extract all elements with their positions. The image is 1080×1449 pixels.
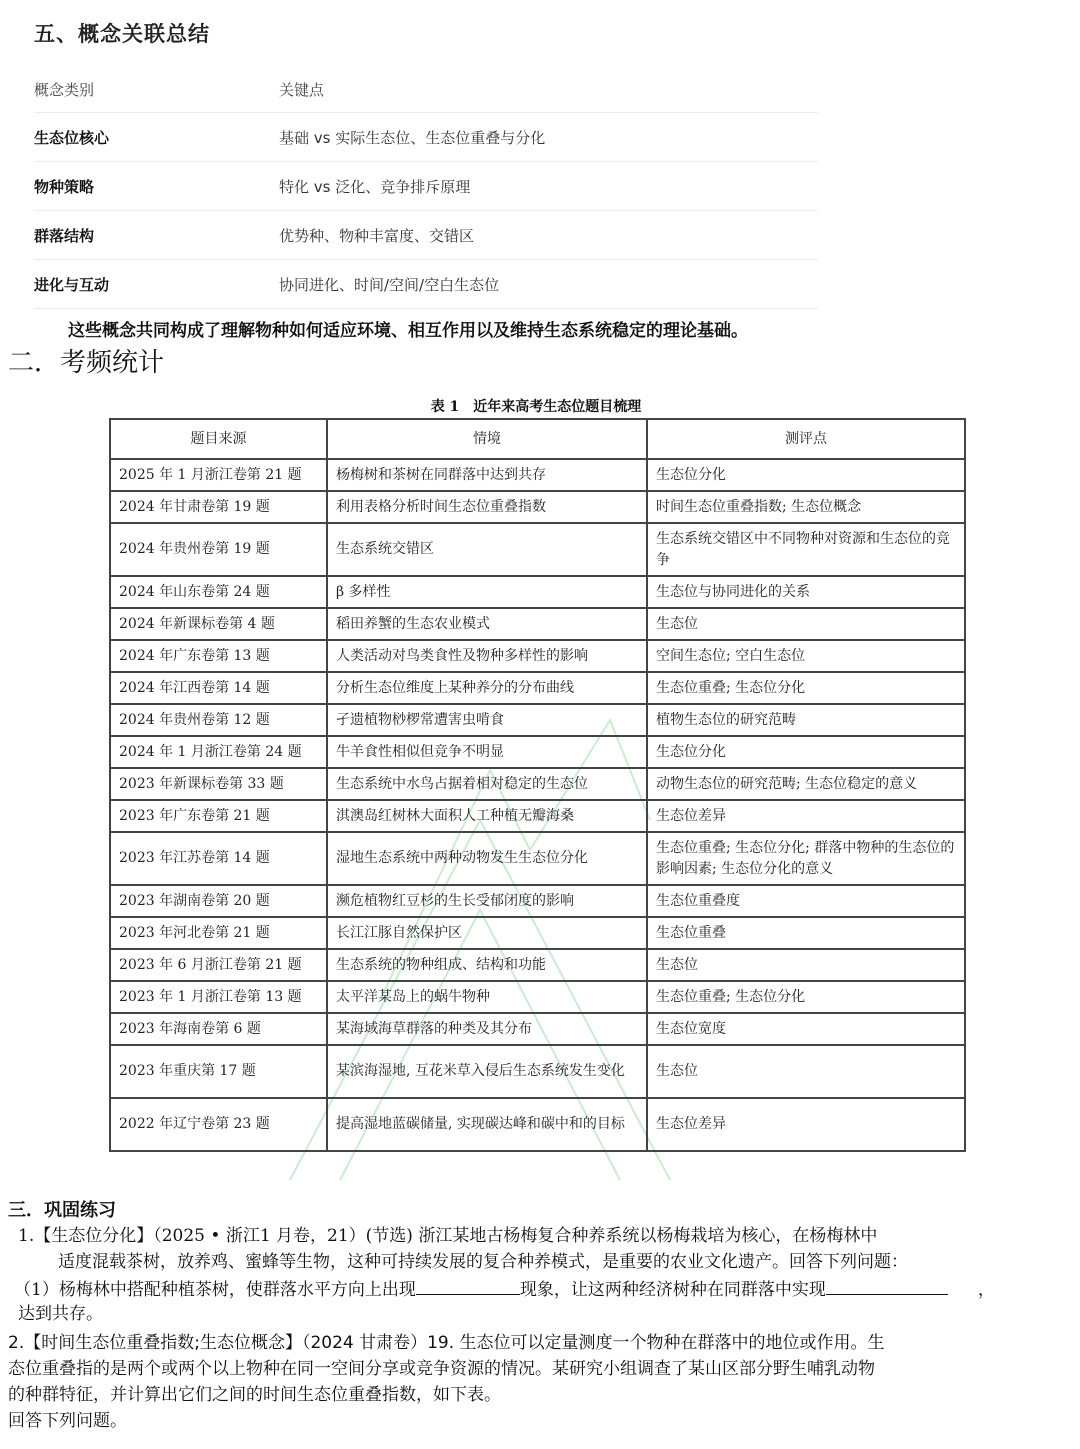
cell-source: 2024 年广东卷第 13 题: [110, 640, 327, 672]
cell-source: 2024 年新课标卷第 4 题: [110, 608, 327, 640]
cell-context: 生态系统的物种组成、结构和功能: [327, 949, 647, 981]
q1-line1: 1.【生态位分化】（2025 • 浙江1 月卷，21）(节选) 浙江某地古杨梅复合种养系统以杨梅栽培为核心，在杨梅林中: [18, 1226, 878, 1246]
exam-frequency-table: [109, 418, 966, 1152]
cell-source: 2023 年重庆第 17 题: [110, 1045, 327, 1098]
concept-key: 特化 vs 泛化、竞争排斥原理: [279, 177, 471, 196]
concept-table: [34, 66, 818, 309]
table-row: [110, 800, 965, 832]
table-row: [110, 1045, 965, 1098]
table-row: [110, 459, 965, 491]
header-source: 题目来源: [110, 419, 327, 459]
cell-context: 生态系统交错区: [327, 523, 647, 576]
cell-source: 2024 年甘肃卷第 19 题: [110, 491, 327, 523]
cell-source: 2023 年江苏卷第 14 题: [110, 832, 327, 885]
q2-line1: 2.【时间生态位重叠指数;生态位概念】（2024 甘肃卷）19. 生态位可以定量测度一个物种在群落中的地位或作用。生: [8, 1333, 885, 1353]
cell-point: 生态位重叠: [647, 917, 965, 949]
cell-source: 2023 年海南卷第 6 题: [110, 1013, 327, 1045]
cell-context: 孑遗植物桫椤常遭害虫啃食: [327, 704, 647, 736]
answer-blank-1[interactable]: [416, 1276, 520, 1295]
table-row: [110, 1013, 965, 1045]
table-row: [110, 981, 965, 1013]
cell-context: 人类活动对鸟类食性及物种多样性的影响: [327, 640, 647, 672]
q1-part1: （1）杨梅林中搭配种植茶树，使群落水平方向上出现: [14, 1280, 416, 1300]
cell-point: 生态位分化: [647, 736, 965, 768]
concept-table-header: [34, 66, 818, 113]
header-context: 情境: [327, 419, 647, 459]
header-point: 测评点: [647, 419, 965, 459]
section5-title: 五、概念关联总结: [34, 22, 210, 46]
q1-line2: 适度混载茶树，放养鸡、蜜蜂等生物，这种可持续发展的复合种养模式，是重要的农业文化遗产。回答下列问题：: [58, 1252, 908, 1272]
concept-key: 基础 vs 实际生态位、生态位重叠与分化: [279, 128, 546, 147]
concept-category: 物种策略: [34, 177, 95, 196]
q2-line4: 回答下列问题。: [8, 1411, 127, 1431]
cell-point: 生态位分化: [647, 459, 965, 491]
cell-context: 提高湿地蓝碳储量, 实现碳达峰和碳中和的目标: [327, 1098, 647, 1151]
cell-context: 生态系统中水鸟占据着相对稳定的生态位: [327, 768, 647, 800]
table-row: [110, 736, 965, 768]
cell-context: 濒危植物红豆杉的生长受郁闭度的影响: [327, 885, 647, 917]
cell-point: 植物生态位的研究范畴: [647, 704, 965, 736]
q1-line4: 达到共存。: [18, 1304, 103, 1324]
concept-row: [34, 260, 818, 309]
concept-category: 群落结构: [34, 226, 95, 245]
header-category: 概念类别: [34, 80, 95, 99]
table-row: [110, 704, 965, 736]
cell-source: 2025 年 1 月浙江卷第 21 题: [110, 459, 327, 491]
cell-point: 生态位差异: [647, 800, 965, 832]
cell-source: 2024 年山东卷第 24 题: [110, 576, 327, 608]
concept-category: 进化与互动: [34, 275, 110, 294]
concept-key: 协同进化、时间/空间/空白生态位: [279, 275, 500, 294]
q1-part2: 现象，让这两种经济树种在同群落中实现: [519, 1280, 826, 1300]
cell-point: 生态位差异: [647, 1098, 965, 1151]
summary-paragraph: 这些概念共同构成了理解物种如何适应环境、相互作用以及维持生态系统稳定的理论基础。: [68, 321, 748, 341]
cell-source: 2024 年贵州卷第 12 题: [110, 704, 327, 736]
q1-line3: [14, 1276, 995, 1302]
cell-source: 2023 年 1 月浙江卷第 13 题: [110, 981, 327, 1013]
cell-point: 生态位与协同进化的关系: [647, 576, 965, 608]
table-row: [110, 672, 965, 704]
cell-point: 生态位重叠; 生态位分化; 群落中物种的生态位的影响因素; 生态位分化的意义: [647, 832, 965, 885]
table-row: [110, 832, 965, 885]
table-row: [110, 576, 965, 608]
table-caption: 表 1 近年来高考生态位题目梳理: [430, 399, 642, 415]
table-row: [110, 885, 965, 917]
cell-context: 某海域海草群落的种类及其分布: [327, 1013, 647, 1045]
cell-context: 稻田养蟹的生态农业模式: [327, 608, 647, 640]
concept-row: [34, 211, 818, 260]
cell-source: 2023 年新课标卷第 33 题: [110, 768, 327, 800]
table-row: [110, 523, 965, 576]
cell-context: 牛羊食性相似但竞争不明显: [327, 736, 647, 768]
table-row: [110, 608, 965, 640]
cell-point: 生态位重叠; 生态位分化: [647, 981, 965, 1013]
cell-context: 分析生态位维度上某种养分的分布曲线: [327, 672, 647, 704]
cell-context: 杨梅树和茶树在同群落中达到共存: [327, 459, 647, 491]
q1-comma: ，: [977, 1280, 995, 1300]
cell-point: 动物生态位的研究范畴; 生态位稳定的意义: [647, 768, 965, 800]
table-row: [110, 917, 965, 949]
table-row: [110, 491, 965, 523]
table-row: [110, 768, 965, 800]
cell-point: 空间生态位; 空白生态位: [647, 640, 965, 672]
cell-point: 生态位: [647, 1045, 965, 1098]
cell-context: 长江江豚自然保护区: [327, 917, 647, 949]
cell-point: 时间生态位重叠指数; 生态位概念: [647, 491, 965, 523]
cell-context: 太平洋某岛上的蜗牛物种: [327, 981, 647, 1013]
concept-key: 优势种、物种丰富度、交错区: [279, 226, 475, 245]
cell-context: 湿地生态系统中两种动物发生生态位分化: [327, 832, 647, 885]
cell-point: 生态位重叠度: [647, 885, 965, 917]
section2-title: 二．考频统计: [8, 348, 165, 378]
concept-category: 生态位核心: [34, 128, 110, 147]
cell-context: 利用表格分析时间生态位重叠指数: [327, 491, 647, 523]
answer-blank-2[interactable]: [826, 1276, 948, 1295]
table-header-row: [110, 419, 965, 459]
cell-point: 生态位: [647, 608, 965, 640]
cell-context: 淇澳岛红树林大面积人工种植无瓣海桑: [327, 800, 647, 832]
q2-line3: 的种群特征，并计算出它们之间的时间生态位重叠指数，如下表。: [8, 1385, 501, 1405]
cell-source: 2023 年湖南卷第 20 题: [110, 885, 327, 917]
cell-source: 2023 年 6 月浙江卷第 21 题: [110, 949, 327, 981]
header-key: 关键点: [279, 80, 325, 99]
concept-row: [34, 162, 818, 211]
cell-source: 2024 年江西卷第 14 题: [110, 672, 327, 704]
cell-point: 生态位宽度: [647, 1013, 965, 1045]
section3-title: 三．巩固练习: [8, 1200, 116, 1221]
table-row: [110, 1098, 965, 1151]
table-row: [110, 640, 965, 672]
table-row: [110, 949, 965, 981]
cell-source: 2024 年贵州卷第 19 题: [110, 523, 327, 576]
cell-point: 生态位重叠; 生态位分化: [647, 672, 965, 704]
cell-context: β 多样性: [327, 576, 647, 608]
cell-source: 2023 年广东卷第 21 题: [110, 800, 327, 832]
cell-source: 2024 年 1 月浙江卷第 24 题: [110, 736, 327, 768]
q2-line2: 态位重叠指的是两个或两个以上物种在同一空间分享或竞争资源的情况。某研究小组调查了某山区部分野生哺乳动物: [8, 1359, 875, 1379]
cell-point: 生态位: [647, 949, 965, 981]
concept-row: [34, 113, 818, 162]
cell-point: 生态系统交错区中不同物种对资源和生态位的竞争: [647, 523, 965, 576]
cell-context: 某滨海湿地, 互花米草入侵后生态系统发生变化: [327, 1045, 647, 1098]
cell-source: 2023 年河北卷第 21 题: [110, 917, 327, 949]
cell-source: 2022 年辽宁卷第 23 题: [110, 1098, 327, 1151]
